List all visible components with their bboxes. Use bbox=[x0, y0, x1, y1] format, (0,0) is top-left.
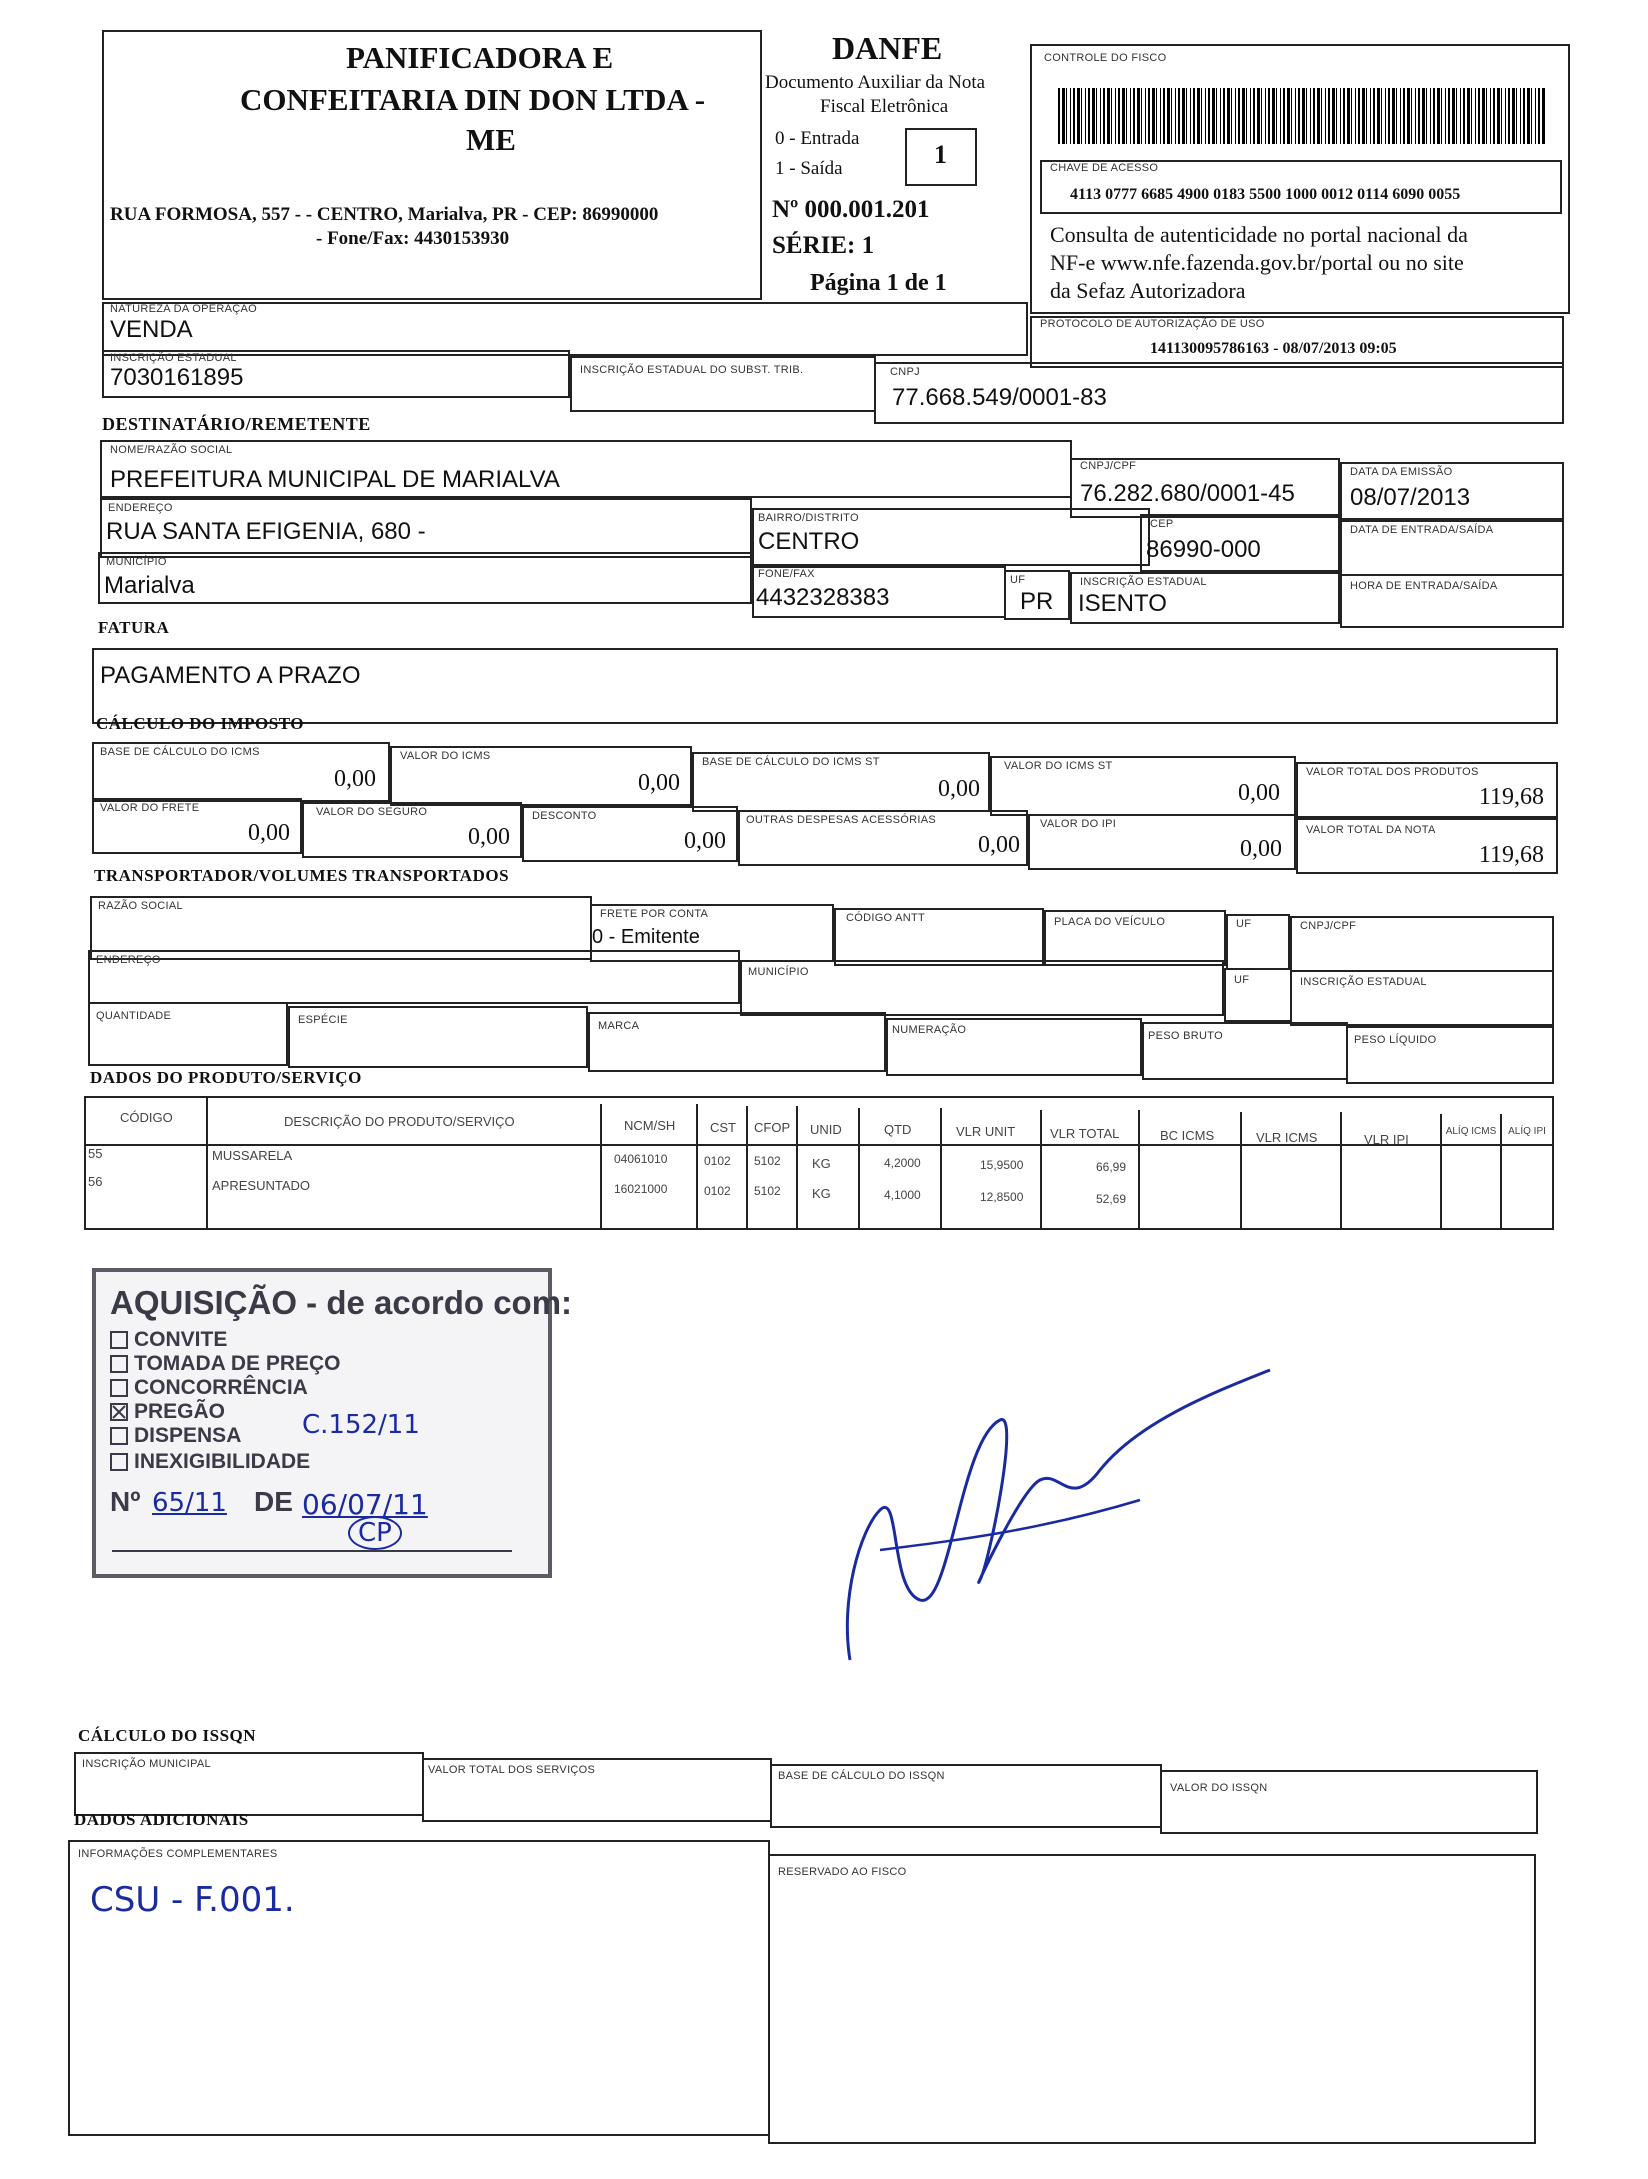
col-sep bbox=[746, 1106, 748, 1230]
cell-qtd: 4,1000 bbox=[884, 1188, 921, 1202]
dest-municipio-label: MUNICÍPIO bbox=[106, 556, 167, 568]
dest-emissao-label: DATA DA EMISSÃO bbox=[1350, 466, 1453, 478]
dest-endereco-label: ENDEREÇO bbox=[108, 502, 173, 514]
natureza-label: NATUREZA DA OPERAÇÃO bbox=[110, 303, 257, 315]
produtos-header-line bbox=[84, 1144, 1554, 1146]
barcode bbox=[1058, 88, 1546, 144]
dest-municipio-box bbox=[98, 552, 752, 604]
icms-valor: 0,00 bbox=[638, 770, 680, 796]
desconto-valor: 0,00 bbox=[684, 828, 726, 854]
col-sep bbox=[1340, 1112, 1342, 1230]
transp-ie-label: INSCRIÇÃO ESTADUAL bbox=[1300, 976, 1427, 988]
cnpj-label: CNPJ bbox=[890, 366, 920, 378]
stamp-numero: 65/11 bbox=[152, 1488, 227, 1518]
aquisicao-stamp bbox=[92, 1268, 573, 1578]
th-aliq-ipi: ALÍQ IPI bbox=[1508, 1126, 1546, 1137]
produtos-secao: DADOS DO PRODUTO/SERVIÇO bbox=[90, 1068, 362, 1087]
consulta-l1: Consulta de autenticidade no portal nacional da bbox=[1050, 222, 1468, 247]
cell-vlr-unit: 15,9500 bbox=[980, 1158, 1024, 1172]
cell-vlr-unit: 12,8500 bbox=[980, 1190, 1024, 1204]
issqn-valor-box bbox=[1160, 1770, 1538, 1834]
cell-descricao: APRESUNTADO bbox=[212, 1178, 310, 1193]
transp-peso-liquido-label: PESO LÍQUIDO bbox=[1354, 1034, 1437, 1046]
ipi-label: VALOR DO IPI bbox=[1040, 818, 1117, 830]
th-unid: UNID bbox=[810, 1122, 842, 1137]
transp-endereco-box bbox=[88, 950, 740, 1004]
cell-cst: 0102 bbox=[704, 1184, 731, 1198]
dest-uf-label: UF bbox=[1010, 574, 1026, 586]
dest-entrada-label: DATA DE ENTRADA/SAÍDA bbox=[1350, 524, 1494, 536]
th-aliq-icms: ALÍQ ICMS bbox=[1445, 1126, 1497, 1137]
seguro-valor: 0,00 bbox=[468, 824, 510, 850]
col-sep bbox=[696, 1104, 698, 1230]
stamp-option-dispensa: DISPENSA bbox=[110, 1424, 241, 1448]
transp-cnpj-label: CNPJ/CPF bbox=[1300, 920, 1357, 932]
checkbox-icon bbox=[110, 1453, 128, 1471]
checkbox-icon bbox=[110, 1355, 128, 1373]
transp-razao-label: RAZÃO SOCIAL bbox=[98, 900, 183, 912]
danfe-serie: SÉRIE: 1 bbox=[772, 232, 875, 259]
desconto-label: DESCONTO bbox=[532, 810, 597, 822]
danfe-entrada: 0 - Entrada bbox=[775, 128, 860, 149]
danfe-numero: Nº 000.001.201 bbox=[772, 196, 930, 223]
cell-qtd: 4,2000 bbox=[884, 1156, 921, 1170]
transp-uf-label: UF bbox=[1236, 918, 1252, 930]
danfe-title: DANFE bbox=[832, 30, 943, 66]
stamp-de: DE bbox=[254, 1486, 293, 1517]
bc-icms-label: BASE DE CÁLCULO DO ICMS bbox=[100, 746, 260, 758]
transp-especie-label: ESPÉCIE bbox=[298, 1014, 348, 1026]
th-vlr-ipi: VLR IPI bbox=[1364, 1132, 1409, 1147]
imposto-secao: CÁLCULO DO IMPOSTO bbox=[96, 714, 304, 733]
protocolo-valor: 141130095786163 - 08/07/2013 09:05 bbox=[1150, 340, 1397, 357]
signature-icon bbox=[840, 1360, 1280, 1680]
col-sep bbox=[1138, 1110, 1140, 1230]
stamp-line bbox=[112, 1550, 512, 1552]
stamp-title: AQUISIÇÃO - de acordo com: bbox=[110, 1284, 573, 1321]
cell-vlr-total: 66,99 bbox=[1096, 1160, 1127, 1174]
bc-icms-valor: 0,00 bbox=[334, 766, 376, 792]
th-cfop: CFOP bbox=[754, 1120, 791, 1135]
dest-bairro-label: BAIRRO/DISTRITO bbox=[758, 512, 859, 524]
dest-cep-valor: 86990-000 bbox=[1146, 536, 1261, 563]
emitente-fone: - Fone/Fax: 4430153930 bbox=[316, 228, 510, 249]
stamp-option-concorrencia: CONCORRÊNCIA bbox=[110, 1376, 308, 1400]
bc-st-label: BASE DE CÁLCULO DO ICMS ST bbox=[702, 756, 880, 768]
frete-label: VALOR DO FRETE bbox=[100, 802, 200, 814]
cell-cfop: 5102 bbox=[754, 1154, 781, 1168]
stamp-option-inexigibilidade: INEXIGIBILIDADE bbox=[110, 1450, 310, 1474]
ipi-valor: 0,00 bbox=[1240, 836, 1282, 862]
info-comp-label: INFORMAÇÕES COMPLEMENTARES bbox=[78, 1848, 278, 1860]
transp-peso-bruto-label: PESO BRUTO bbox=[1148, 1030, 1223, 1042]
danfe-tipo: 1 bbox=[934, 140, 947, 169]
stamp-rubrica: CP bbox=[348, 1516, 402, 1550]
cell-unid: KG bbox=[812, 1186, 831, 1201]
chave-valor: 4113 0777 6685 4900 0183 5500 1000 0012 0114 6090 0055 bbox=[1070, 186, 1461, 203]
checkbox-icon bbox=[110, 1379, 128, 1397]
total-prod-label: VALOR TOTAL DOS PRODUTOS bbox=[1306, 766, 1479, 778]
protocolo-label: PROTOCOLO DE AUTORIZAÇÃO DE USO bbox=[1040, 318, 1265, 330]
adicionais-secao: DADOS ADICIONAIS bbox=[74, 1810, 249, 1829]
issqn-im-label: INSCRIÇÃO MUNICIPAL bbox=[82, 1758, 211, 1770]
total-prod-valor: 119,68 bbox=[1478, 784, 1544, 810]
icms-st-label: VALOR DO ICMS ST bbox=[1004, 760, 1113, 772]
consulta-l3: da Sefaz Autorizadora bbox=[1050, 278, 1246, 303]
natureza-valor: VENDA bbox=[110, 316, 193, 343]
transp-antt-label: CÓDIGO ANTT bbox=[846, 912, 926, 924]
th-qtd: QTD bbox=[884, 1122, 912, 1137]
icms-label: VALOR DO ICMS bbox=[400, 750, 491, 762]
dest-bairro-valor: CENTRO bbox=[758, 528, 860, 555]
total-nota-label: VALOR TOTAL DA NOTA bbox=[1306, 824, 1436, 836]
frete-valor: 0,00 bbox=[248, 820, 290, 846]
cell-descricao: MUSSARELA bbox=[212, 1148, 293, 1163]
stamp-numero-prefix: Nº bbox=[110, 1486, 141, 1517]
seguro-label: VALOR DO SEGURO bbox=[316, 806, 428, 818]
transp-endereco-label: ENDEREÇO bbox=[96, 954, 161, 966]
stamp-pregao-numero: C.152/11 bbox=[302, 1410, 420, 1440]
col-sep bbox=[940, 1108, 942, 1230]
danfe-sub2: Fiscal Eletrônica bbox=[820, 96, 949, 117]
col-sep bbox=[206, 1096, 208, 1230]
outras-label: OUTRAS DESPESAS ACESSÓRIAS bbox=[746, 814, 936, 826]
ie-st-label: INSCRIÇÃO ESTADUAL DO SUBST. TRIB. bbox=[580, 364, 804, 376]
th-vlr-icms: VLR ICMS bbox=[1256, 1130, 1318, 1145]
outras-valor: 0,00 bbox=[978, 832, 1020, 858]
th-cst: CST bbox=[710, 1120, 736, 1135]
th-vlr-unit: VLR UNIT bbox=[956, 1124, 1016, 1139]
dest-emissao-valor: 08/07/2013 bbox=[1350, 484, 1471, 511]
cell-codigo: 56 bbox=[88, 1174, 103, 1189]
stamp-option-tomada: TOMADA DE PREÇO bbox=[110, 1352, 341, 1376]
info-comp-valor: CSU - F.001. bbox=[90, 1880, 295, 1920]
emitente-nome-l3: ME bbox=[466, 122, 516, 157]
danfe-saida: 1 - Saída bbox=[775, 158, 843, 179]
bc-st-valor: 0,00 bbox=[938, 776, 980, 802]
cnpj-valor: 77.668.549/0001-83 bbox=[892, 384, 1107, 411]
dest-ie-label: INSCRIÇÃO ESTADUAL bbox=[1080, 576, 1207, 588]
issqn-valor-label: VALOR DO ISSQN bbox=[1170, 1782, 1268, 1794]
transp-frete-valor: 0 - Emitente bbox=[592, 926, 700, 948]
checkbox-icon bbox=[110, 1427, 128, 1445]
dest-hora-label: HORA DE ENTRADA/SAÍDA bbox=[1350, 580, 1498, 592]
stamp-data: 06/07/11 bbox=[302, 1488, 428, 1521]
fatura-secao: FATURA bbox=[98, 618, 170, 637]
th-codigo: CÓDIGO bbox=[120, 1110, 173, 1125]
total-nota-valor: 119,68 bbox=[1478, 842, 1544, 868]
col-sep bbox=[1240, 1112, 1242, 1230]
fatura-texto: PAGAMENTO A PRAZO bbox=[100, 662, 361, 689]
reservado-fisco-label: RESERVADO AO FISCO bbox=[778, 1866, 907, 1878]
col-sep bbox=[796, 1106, 798, 1230]
col-sep bbox=[1500, 1114, 1502, 1230]
th-descricao: DESCRIÇÃO DO PRODUTO/SERVIÇO bbox=[284, 1114, 515, 1129]
cell-codigo: 55 bbox=[88, 1146, 103, 1161]
emitente-nome-l1: PANIFICADORA E bbox=[346, 40, 614, 75]
dest-cnpj-label: CNPJ/CPF bbox=[1080, 460, 1137, 472]
danfe-pagina: Página 1 de 1 bbox=[810, 270, 947, 296]
col-sep bbox=[600, 1104, 602, 1230]
ie-label: INSCRIÇÃO ESTADUAL bbox=[110, 352, 237, 364]
dest-nome-valor: PREFEITURA MUNICIPAL DE MARIALVA bbox=[110, 466, 560, 493]
dest-endereco-valor: RUA SANTA EFIGENIA, 680 - bbox=[106, 518, 426, 545]
th-bc-icms: BC ICMS bbox=[1160, 1128, 1215, 1143]
th-vlr-total: VLR TOTAL bbox=[1050, 1126, 1120, 1141]
consulta-l2: NF-e www.nfe.fazenda.gov.br/portal ou no site bbox=[1050, 250, 1464, 275]
dest-cep-label: CEP bbox=[1150, 518, 1174, 530]
col-sep bbox=[1440, 1114, 1442, 1230]
dest-fone-valor: 4432328383 bbox=[756, 584, 890, 611]
chave-label: CHAVE DE ACESSO bbox=[1050, 162, 1159, 174]
issqn-servicos-label: VALOR TOTAL DOS SERVIÇOS bbox=[428, 1764, 596, 1776]
destinatario-secao: DESTINATÁRIO/REMETENTE bbox=[102, 414, 371, 434]
transp-marca-label: MARCA bbox=[598, 1020, 640, 1032]
stamp-option-pregao: PREGÃO bbox=[110, 1400, 225, 1424]
dest-municipio-valor: Marialva bbox=[104, 572, 195, 599]
dest-fone-label: FONE/FAX bbox=[758, 568, 815, 580]
transp-municipio-box bbox=[740, 960, 1224, 1016]
transp-placa-label: PLACA DO VEÍCULO bbox=[1054, 916, 1166, 928]
dest-nome-label: NOME/RAZÃO SOCIAL bbox=[110, 444, 233, 456]
cell-cst: 0102 bbox=[704, 1154, 731, 1168]
th-ncm: NCM/SH bbox=[624, 1118, 676, 1133]
dest-ie-valor: ISENTO bbox=[1078, 590, 1167, 617]
emitente-nome-l2: CONFEITARIA DIN DON LTDA - bbox=[240, 82, 706, 117]
col-sep bbox=[858, 1108, 860, 1230]
transp-quantidade-label: QUANTIDADE bbox=[96, 1010, 172, 1022]
cell-ncm: 04061010 bbox=[614, 1152, 668, 1166]
checkbox-icon bbox=[110, 1331, 128, 1349]
col-sep bbox=[1040, 1110, 1042, 1230]
dest-cnpj-valor: 76.282.680/0001-45 bbox=[1080, 480, 1295, 507]
ie-valor: 7030161895 bbox=[110, 364, 244, 391]
cell-unid: KG bbox=[812, 1156, 831, 1171]
cell-vlr-total: 52,69 bbox=[1096, 1192, 1127, 1206]
checkbox-checked-icon bbox=[110, 1403, 128, 1421]
reservado-fisco-box bbox=[768, 1854, 1536, 2144]
transp-numeracao-label: NUMERAÇÃO bbox=[892, 1024, 967, 1036]
issqn-bc-label: BASE DE CÁLCULO DO ISSQN bbox=[778, 1770, 945, 1782]
transp-frete-label: FRETE POR CONTA bbox=[600, 908, 709, 920]
cell-cfop: 5102 bbox=[754, 1184, 781, 1198]
emitente-endereco: RUA FORMOSA, 557 - - CENTRO, Marialva, PR - CEP: 86990000 bbox=[110, 204, 659, 225]
danfe-sub1: Documento Auxiliar da Nota bbox=[765, 72, 986, 93]
issqn-secao: CÁLCULO DO ISSQN bbox=[78, 1726, 257, 1745]
controle-fisco-label: CONTROLE DO FISCO bbox=[1044, 52, 1167, 64]
transp-municipio-label: MUNICÍPIO bbox=[748, 966, 809, 978]
icms-st-valor: 0,00 bbox=[1238, 780, 1280, 806]
cell-ncm: 16021000 bbox=[614, 1182, 668, 1196]
transp-uf2-label: UF bbox=[1234, 974, 1250, 986]
transporte-secao: TRANSPORTADOR/VOLUMES TRANSPORTADOS bbox=[94, 866, 510, 885]
dest-uf-valor: PR bbox=[1020, 588, 1054, 615]
stamp-option-convite: CONVITE bbox=[110, 1328, 227, 1352]
